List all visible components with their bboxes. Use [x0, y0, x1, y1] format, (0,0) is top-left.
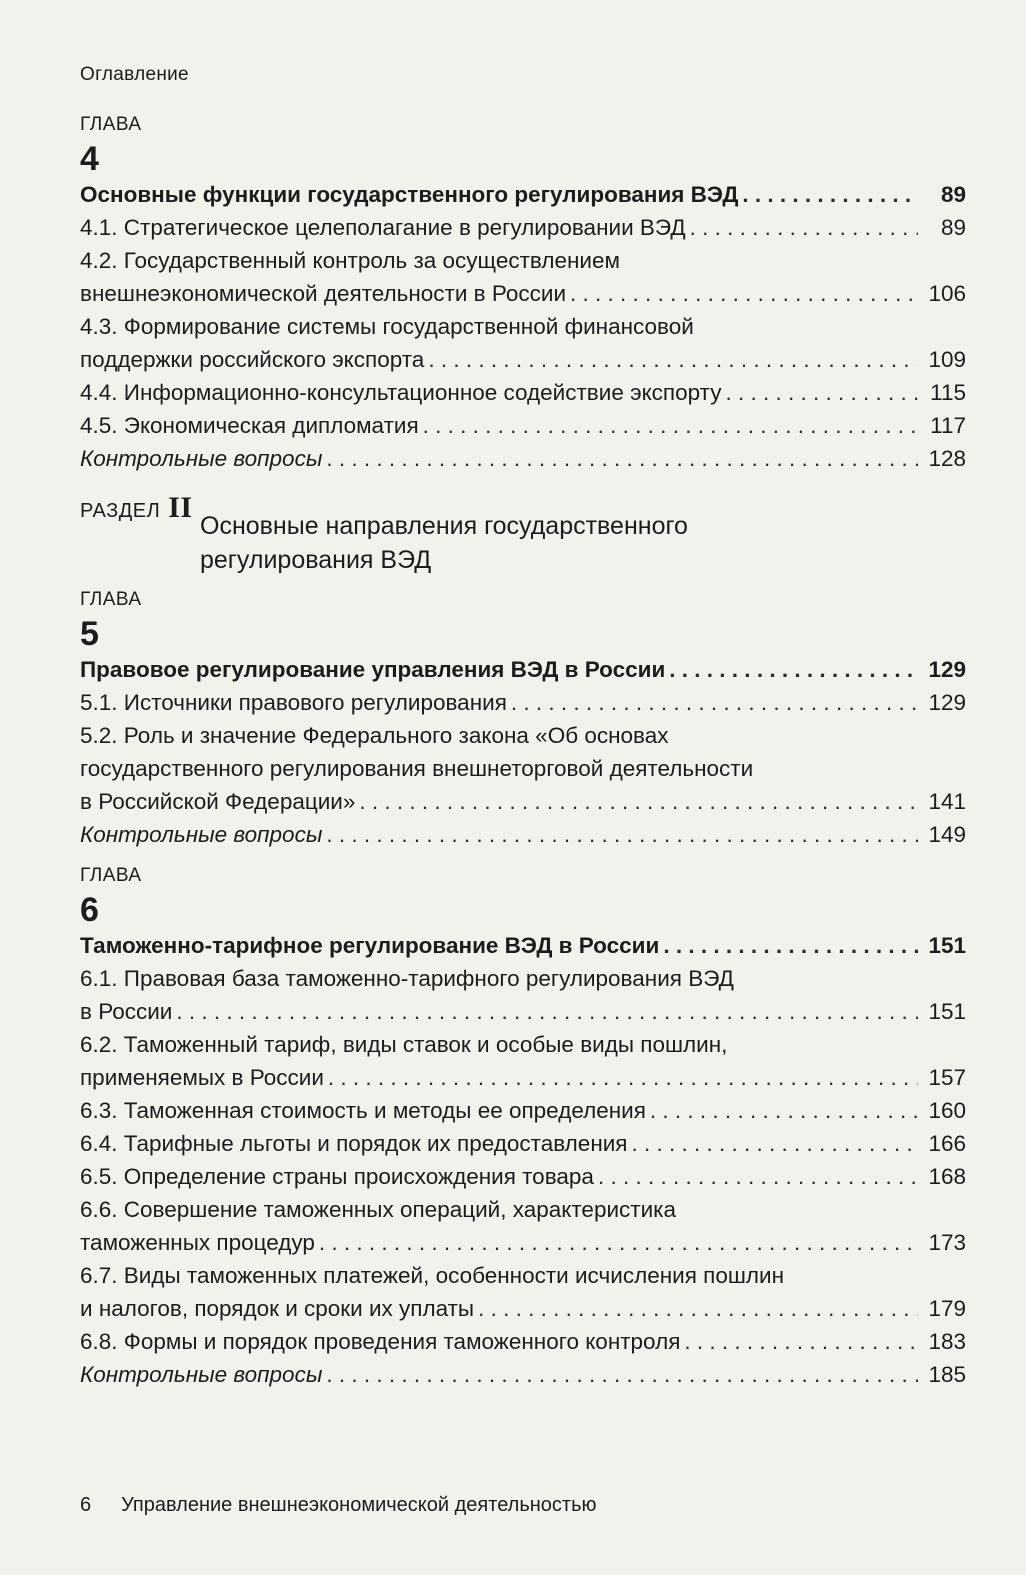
entry-text: 6.4. Тарифные льготы и порядок их предоставления [80, 1131, 628, 1156]
entry-text: в России [80, 999, 173, 1024]
page-number: 89 [940, 215, 966, 240]
chapter-number: 5 [80, 615, 99, 653]
entry-text: внешнеэкономической деятельности в России [80, 281, 567, 306]
entry-text: 6.6. Совершение таможенных операций, характеристика [80, 1197, 676, 1222]
table-of-contents [80, 112, 966, 1391]
page-number: 151 [928, 933, 966, 958]
toc-entry [80, 244, 966, 310]
entry-text: таможенных процедур [80, 1230, 315, 1255]
section-title [200, 509, 688, 577]
section-label-text: РАЗДЕЛ [80, 500, 161, 522]
page-number: 89 [940, 182, 966, 207]
entry-text: 4.3. Формирование системы государственной финансовой [80, 314, 694, 339]
chapter-label: ГЛАВА [80, 114, 142, 135]
chapter-title-text: Таможенно-тарифное регулирование ВЭД в России [80, 933, 660, 958]
page-number: 149 [928, 822, 966, 847]
chapter-title-text: Правовое регулирование управления ВЭД в России [80, 657, 666, 682]
toc-entry [80, 962, 966, 1028]
entry-text: 5.1. Источники правового регулирования [80, 690, 507, 715]
entry-text: 4.2. Государственный контроль за осуществлением [80, 248, 620, 273]
chapter-label: ГЛАВА [80, 589, 142, 610]
section-title-line: регулирования ВЭД [200, 546, 432, 574]
entry-text: Контрольные вопросы [80, 822, 323, 847]
toc-entry [80, 1325, 966, 1358]
page-number: 109 [928, 347, 966, 372]
page-number: 185 [928, 1362, 966, 1387]
toc-entry [80, 1094, 966, 1127]
toc-entry [80, 310, 966, 376]
entry-text: применяемых в России [80, 1065, 324, 1090]
entry-text: государственного регулирования внешнеторговой деятельности [80, 756, 754, 781]
page-footer [80, 1494, 597, 1517]
entry-text: Контрольные вопросы [80, 446, 323, 471]
chapter-4 [80, 112, 966, 475]
chapter-number: 6 [80, 891, 99, 929]
toc-entry [80, 1127, 966, 1160]
page-number: 151 [928, 999, 966, 1024]
toc-entry [80, 1193, 966, 1259]
entry-text: 6.7. Виды таможенных платежей, особенности исчисления пошлин [80, 1263, 785, 1288]
entry-text: поддержки российского экспорта [80, 347, 425, 372]
page-number: 160 [928, 1098, 966, 1123]
page-number: 166 [928, 1131, 966, 1156]
toc-entry [80, 376, 966, 409]
section-title-line: Основные направления государственного [200, 512, 688, 540]
section-2 [80, 493, 966, 577]
page-number: 128 [928, 446, 966, 471]
chapter-5 [80, 587, 966, 851]
toc-entry [80, 1028, 966, 1094]
toc-entry [80, 409, 966, 442]
chapter-6 [80, 863, 966, 1391]
entry-text: 4.4. Информационно-консультационное содействие экспорту [80, 380, 722, 405]
page-number: 129 [928, 690, 966, 715]
chapter-title-text: Основные функции государственного регулирования ВЭД [80, 182, 739, 207]
chapter-title [80, 178, 966, 211]
toc-entry [80, 1259, 966, 1325]
entry-text: Контрольные вопросы [80, 1362, 323, 1387]
section-label [80, 493, 200, 577]
questions-entry [80, 818, 966, 851]
footer-book-title: Управление внешнеэкономической деятельностью [121, 1494, 597, 1516]
entry-text: 6.1. Правовая база таможенно-тарифного регулирования ВЭД [80, 966, 734, 991]
page-number: 115 [930, 380, 966, 405]
chapter-title [80, 653, 966, 686]
footer-page-number: 6 [80, 1494, 92, 1516]
questions-entry [80, 1358, 966, 1391]
page-number: 106 [928, 281, 966, 306]
toc-entry [80, 211, 966, 244]
page-number: 141 [928, 789, 966, 814]
page-number: 179 [928, 1296, 966, 1321]
section-roman: II [168, 491, 193, 524]
running-head: Оглавление [80, 64, 189, 85]
chapter-title [80, 929, 966, 962]
chapter-number: 4 [80, 140, 99, 178]
entry-text: 6.2. Таможенный тариф, виды ставок и особые виды пошлин, [80, 1032, 728, 1057]
entry-text: 6.3. Таможенная стоимость и методы ее определения [80, 1098, 646, 1123]
entry-text: 4.5. Экономическая дипломатия [80, 413, 419, 438]
entry-text: 4.1. Стратегическое целеполагание в регулировании ВЭД [80, 215, 686, 240]
toc-entry [80, 686, 966, 719]
entry-text: 6.5. Определение страны происхождения товара [80, 1164, 594, 1189]
page-number: 129 [928, 657, 966, 682]
page-number: 168 [928, 1164, 966, 1189]
page-number: 117 [930, 413, 966, 438]
toc-entry [80, 1160, 966, 1193]
toc-entry [80, 719, 966, 818]
entry-text: и налогов, порядок и сроки их уплаты [80, 1296, 475, 1321]
entry-text: в Российской Федерации» [80, 789, 356, 814]
page-number: 173 [928, 1230, 966, 1255]
entry-text: 6.8. Формы и порядок проведения таможенного контроля [80, 1329, 681, 1354]
chapter-label: ГЛАВА [80, 865, 142, 886]
questions-entry [80, 442, 966, 475]
page-number: 183 [928, 1329, 966, 1354]
page-number: 157 [928, 1065, 966, 1090]
entry-text: 5.2. Роль и значение Федерального закона «Об основах [80, 723, 669, 748]
